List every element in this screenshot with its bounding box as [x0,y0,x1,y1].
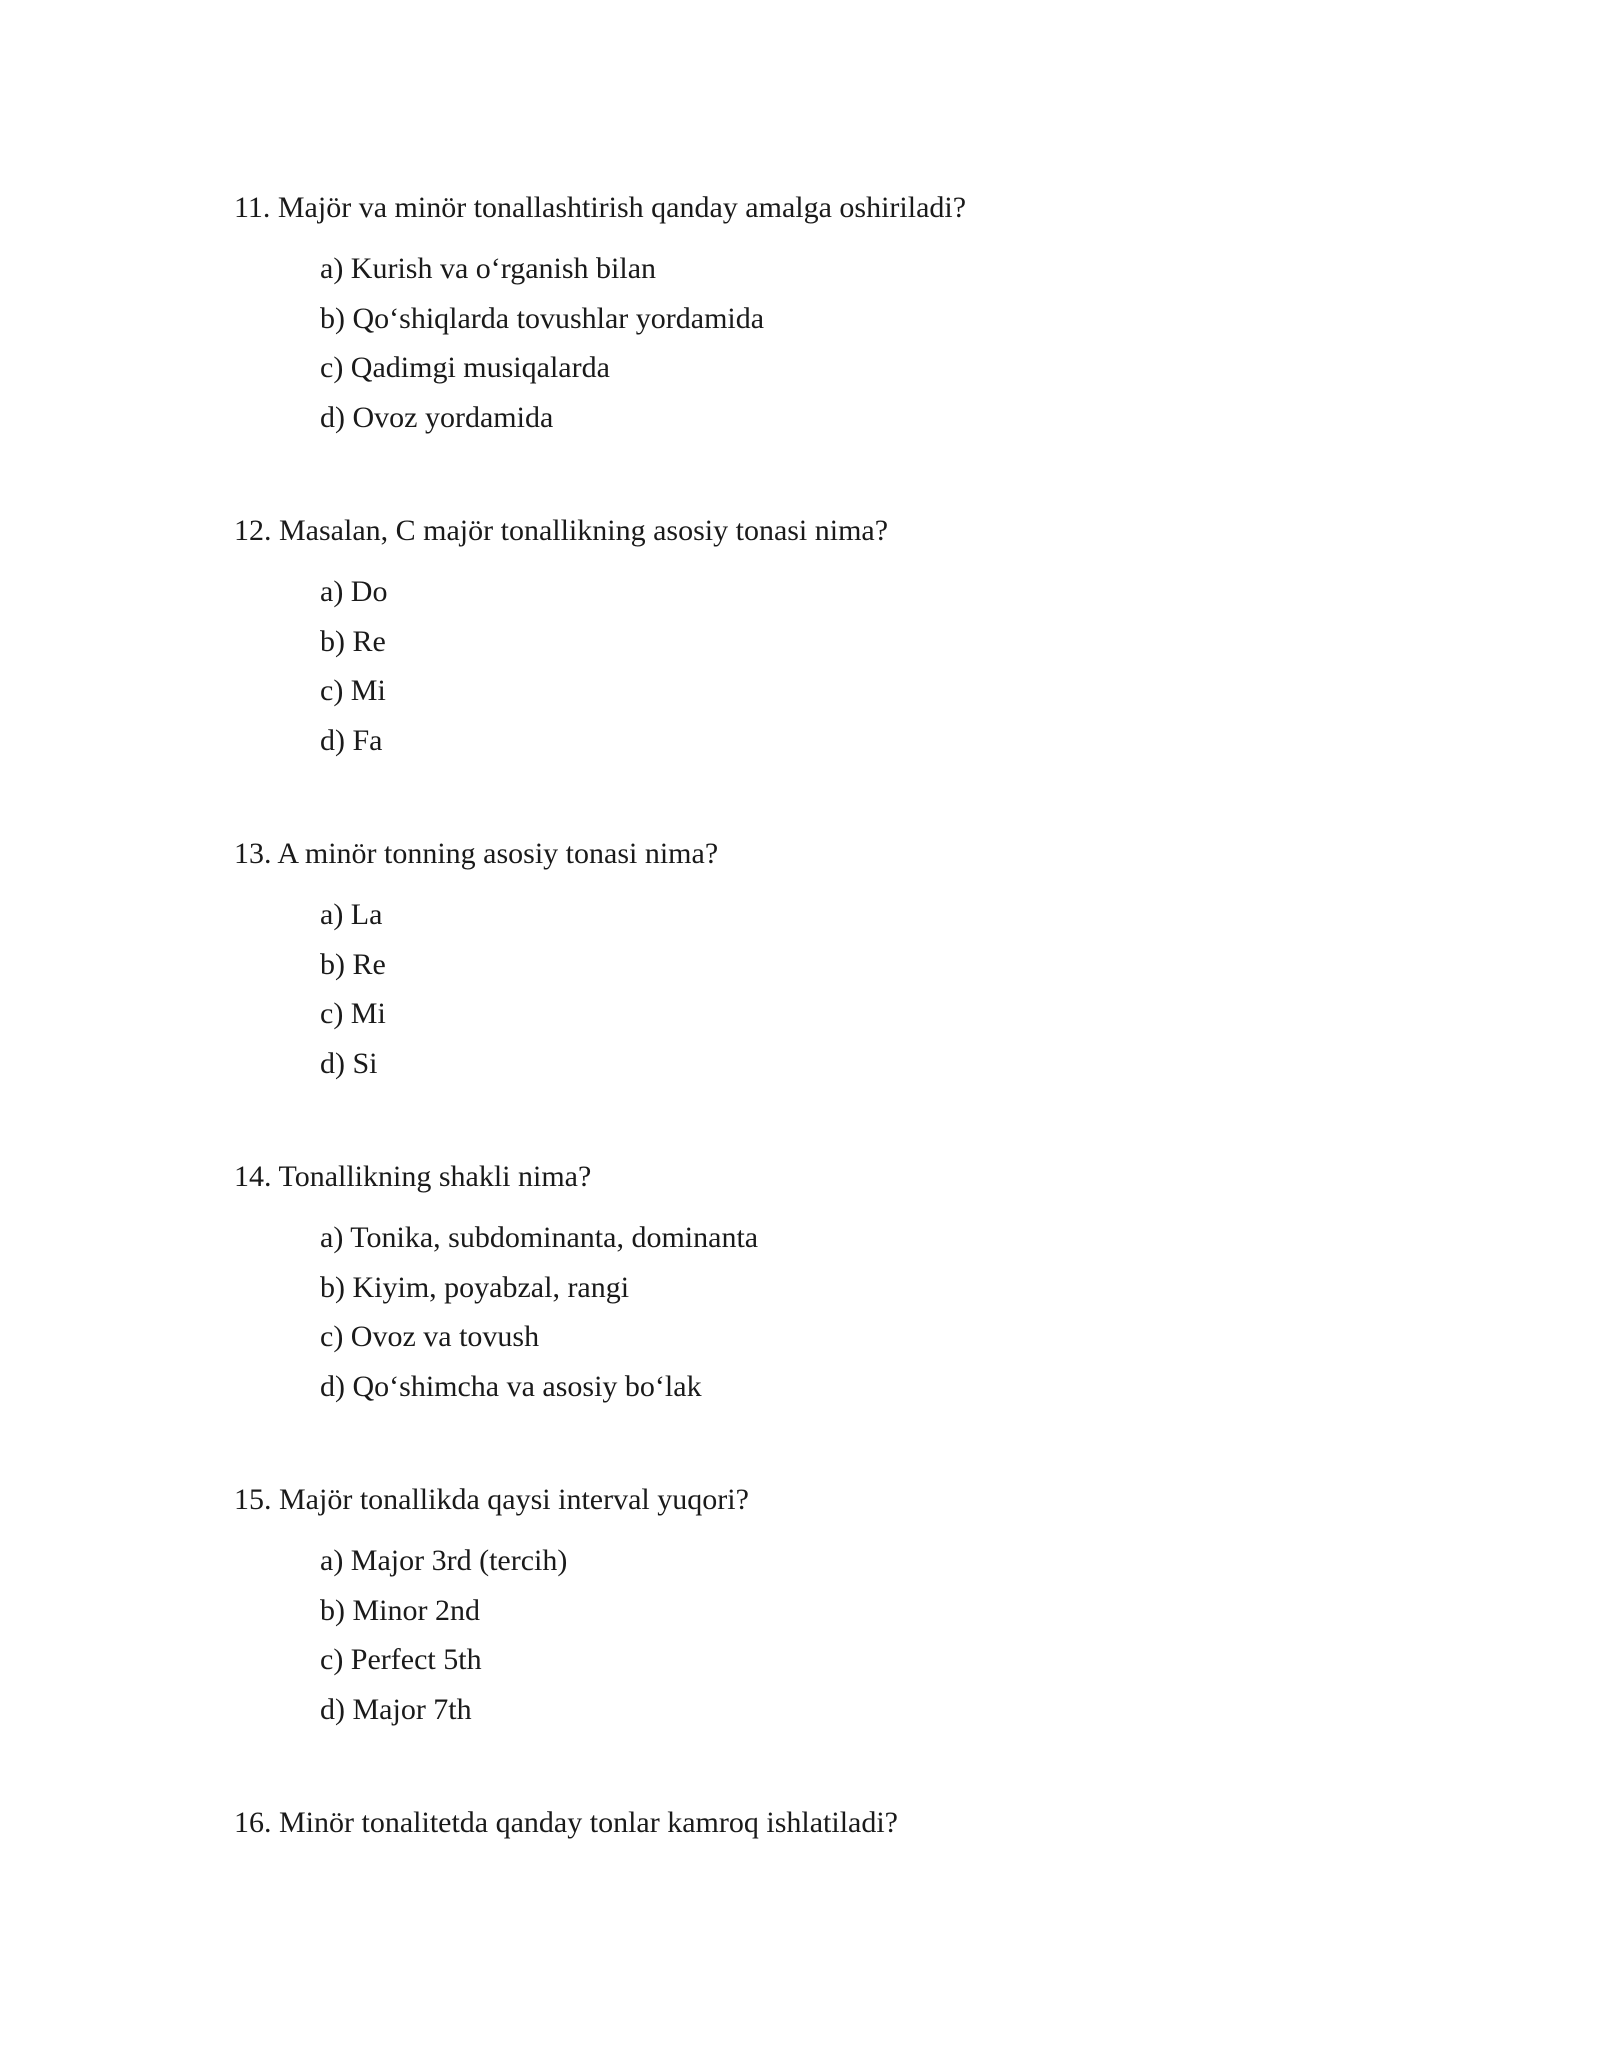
question-12 [234,511,1434,765]
question-11 [234,188,1434,442]
option-b: b) Qo‘shiqlarda tovushlar yordamida [320,301,765,335]
option-c: c) Ovoz va tovush [320,1320,540,1353]
option-d: d) Fa [320,723,383,757]
option-a: a) Kurish va o‘rganish bilan [320,252,657,285]
option-d: d) Qo‘shimcha va asosiy bo‘lak [320,1369,702,1403]
option-b: b) Re [320,947,386,981]
question-text: 11. Majör va minör tonallashtirish qanday amalga oshiriladi? [234,191,967,224]
option-b: b) Minor 2nd [320,1593,480,1627]
option-d: d) Si [320,1046,378,1080]
option-c: c) Mi [320,674,386,707]
question-14 [234,1157,1434,1411]
option-a: a) Major 3rd (tercih) [320,1544,568,1577]
option-b: b) Re [320,624,386,658]
option-a: a) La [320,898,383,931]
question-text: 16. Minör tonalitetda qanday tonlar kamroq ishlatiladi? [234,1806,898,1839]
question-text: 15. Majör tonallikda qaysi interval yuqori? [234,1483,749,1516]
answer-options [320,1213,1434,1411]
option-d: d) Major 7th [320,1692,472,1726]
option-c: c) Mi [320,997,386,1030]
question-text: 14. Tonallikning shakli nima? [234,1160,592,1193]
question-16 [234,1803,1434,1843]
option-c: c) Perfect 5th [320,1643,482,1676]
option-b: b) Kiyim, poyabzal, rangi [320,1270,630,1304]
answer-options [320,244,1434,442]
answer-options [320,1536,1434,1734]
question-15 [234,1480,1434,1734]
option-a: a) Do [320,575,388,608]
answer-options [320,567,1434,765]
question-13 [234,834,1434,1088]
question-text: 12. Masalan, C majör tonallikning asosiy tonasi nima? [234,514,889,547]
answer-options [320,890,1434,1088]
option-d: d) Ovoz yordamida [320,400,554,434]
option-a: a) Tonika, subdominanta, dominanta [320,1221,759,1254]
question-text: 13. A minör tonning asosiy tonasi nima? [234,837,719,870]
option-c: c) Qadimgi musiqalarda [320,351,610,384]
